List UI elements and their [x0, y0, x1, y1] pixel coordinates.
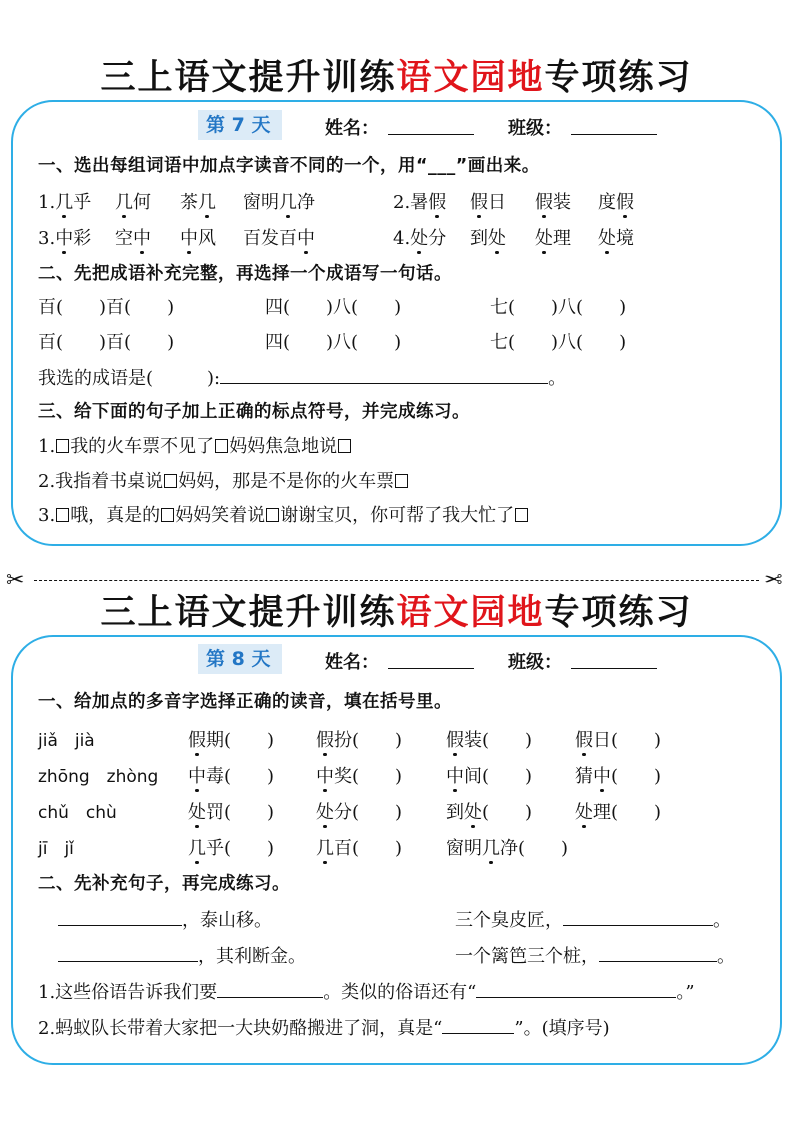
- question-text: 。”: [676, 982, 695, 1003]
- period: 。: [713, 910, 731, 931]
- answer-blank[interactable]: [217, 979, 323, 998]
- period: 。: [548, 368, 567, 389]
- polyphone-blank[interactable]: 处理( ): [575, 798, 661, 824]
- page-title-day8: [0, 585, 793, 635]
- question-2: [38, 1014, 610, 1040]
- idiom-blank[interactable]: 七( )八( ): [490, 297, 627, 318]
- idiom-blank[interactable]: 百( )百( ): [38, 332, 175, 353]
- polyphone-blank[interactable]: 中奖( ): [316, 762, 402, 788]
- word-item: 1.几乎: [38, 188, 91, 214]
- sentence-text: 哦，真是的: [70, 505, 161, 526]
- polyphone-blank[interactable]: 中毒( ): [188, 762, 274, 788]
- word-item: 到处: [470, 224, 506, 250]
- dotted-char: 处: [575, 798, 593, 824]
- polyphone-blank[interactable]: 假日( ): [575, 726, 661, 752]
- word-item: 茶几: [180, 188, 216, 214]
- dotted-char: 中: [446, 762, 464, 788]
- dotted-char: 处: [188, 798, 206, 824]
- sentence-text: 谢谢宝贝，你可帮了我大忙了: [280, 505, 515, 526]
- dotted-char: 几: [279, 188, 297, 214]
- pinyin-options: jiǎ jià: [38, 731, 95, 751]
- section-1-title: 一、选出每组词语中加点字读音不同的一个，用“___”画出来。: [38, 156, 540, 176]
- idiom-blank[interactable]: 七( )八( ): [490, 332, 627, 353]
- title-highlight: 语文园地: [396, 593, 545, 633]
- answer-blank[interactable]: [476, 979, 676, 998]
- section-2-title: 二、先补充句子，再完成练习。: [38, 874, 290, 894]
- period: 。: [717, 946, 735, 967]
- word-item: 3.中彩: [38, 224, 91, 250]
- dotted-char: 假: [616, 188, 634, 214]
- idiom-choice-label: 我选的成语是( ):: [38, 368, 221, 389]
- dotted-char: 处: [464, 798, 482, 824]
- word-item: 窗明几净: [243, 188, 315, 214]
- title-text: 三上语文提升训练: [100, 593, 397, 633]
- dotted-char: 假: [188, 726, 206, 752]
- sentence-text: 妈妈，那是不是你的火车票: [178, 471, 395, 492]
- proverb-1: [58, 906, 272, 932]
- proverb-3: [58, 942, 306, 968]
- word-item: 处理: [535, 224, 571, 250]
- dotted-char: 中: [188, 762, 206, 788]
- dotted-char: 处: [488, 224, 506, 250]
- dotted-char: 处: [316, 798, 334, 824]
- idiom-blank[interactable]: 四( )八( ): [265, 332, 402, 353]
- dotted-char: 假: [316, 726, 334, 752]
- proverb-2: [455, 906, 731, 932]
- punctuation-sentence-2: [38, 467, 409, 493]
- sentence-text: 妈妈焦急地说: [229, 436, 338, 457]
- word-item: 几何: [115, 188, 151, 214]
- title-text: 三上语文提升训练: [100, 58, 397, 98]
- dotted-char: 几: [115, 188, 133, 214]
- punctuation-box[interactable]: [215, 439, 228, 453]
- polyphone-blank[interactable]: 处罚( ): [188, 798, 274, 824]
- polyphone-blank[interactable]: 处分( ): [316, 798, 402, 824]
- word-item: 空中: [115, 224, 151, 250]
- polyphone-blank[interactable]: 窗明几净( ): [446, 834, 568, 860]
- title-text-end: 专项练习: [544, 58, 693, 98]
- polyphone-blank[interactable]: 到处( ): [446, 798, 532, 824]
- proverb-blank[interactable]: [599, 943, 717, 962]
- dotted-char: 中: [180, 224, 198, 250]
- dotted-char: 中: [297, 224, 315, 250]
- sentence-text: 2.我指着书桌说: [38, 471, 164, 492]
- polyphone-blank[interactable]: 中间( ): [446, 762, 532, 788]
- dotted-char: 几: [188, 834, 206, 860]
- section-3-title: 三、给下面的句子加上正确的标点符号，并完成练习。: [38, 402, 470, 422]
- dotted-char: 处: [410, 224, 428, 250]
- proverb-text: ，泰山移。: [182, 910, 272, 931]
- class-label: 班级：: [508, 652, 562, 673]
- proverb-text: 三个臭皮匠，: [455, 910, 563, 931]
- polyphone-blank[interactable]: 假扮( ): [316, 726, 402, 752]
- idiom-blank[interactable]: 百( )百( ): [38, 297, 175, 318]
- title-text-end: 专项练习: [544, 593, 693, 633]
- section-2-title: 二、先把成语补充完整，再选择一个成语写一句话。: [38, 264, 452, 284]
- item-number: 3.: [38, 505, 56, 526]
- scissors-icon: ✂: [764, 568, 783, 593]
- question-text: 1.这些俗语告诉我们要: [38, 982, 218, 1003]
- word-item: 处境: [598, 224, 634, 250]
- page-title-day7: [0, 50, 793, 100]
- scissors-icon: ✂: [6, 568, 25, 593]
- punctuation-box[interactable]: [338, 439, 351, 453]
- dotted-char: 处: [535, 224, 553, 250]
- sentence-blank[interactable]: [220, 365, 548, 384]
- question-text: ”。(填序号): [514, 1018, 610, 1039]
- punctuation-box[interactable]: [164, 474, 177, 488]
- dotted-char: 几: [198, 188, 216, 214]
- dotted-char: 假: [428, 188, 446, 214]
- word-item: 度假: [598, 188, 634, 214]
- dotted-char: 几: [482, 834, 500, 860]
- dotted-char: 处: [598, 224, 616, 250]
- name-field[interactable]: [388, 668, 474, 669]
- cut-line: [34, 580, 759, 581]
- idiom-blank[interactable]: 四( )八( ): [265, 297, 402, 318]
- class-field[interactable]: [571, 668, 657, 669]
- polyphone-blank[interactable]: 假期( ): [188, 726, 274, 752]
- name-label: 姓名：: [325, 652, 379, 673]
- polyphone-blank[interactable]: 几乎( ): [188, 834, 274, 860]
- item-number: 1.: [38, 436, 56, 457]
- punctuation-sentence-3: [38, 501, 529, 527]
- dotted-char: 假: [575, 726, 593, 752]
- polyphone-blank[interactable]: 猜中( ): [575, 762, 661, 788]
- punctuation-sentence-1: [38, 432, 352, 458]
- proverb-blank[interactable]: [58, 907, 182, 926]
- question-text: 2.蚂蚁队长带着大家把一大块奶酪搬进了洞，真是“: [38, 1018, 443, 1039]
- answer-blank[interactable]: [442, 1015, 514, 1034]
- dotted-char: 中: [316, 762, 334, 788]
- dotted-char: 中: [133, 224, 151, 250]
- punctuation-box[interactable]: [56, 439, 69, 453]
- punctuation-box[interactable]: [395, 474, 408, 488]
- word-item: 假装: [535, 188, 571, 214]
- word-item: 4.处分: [393, 224, 446, 250]
- proverb-text: 一个篱笆三个桩，: [455, 946, 599, 967]
- day-tag: 第 7 天: [198, 110, 282, 140]
- dotted-char: 几: [55, 188, 73, 214]
- idiom-choice-line: [38, 364, 566, 390]
- name-field[interactable]: [388, 134, 474, 135]
- polyphone-blank[interactable]: 假装( ): [446, 726, 532, 752]
- dotted-char: 中: [593, 762, 611, 788]
- question-1: [38, 978, 695, 1004]
- word-item: 假日: [470, 188, 506, 214]
- dotted-char: 假: [535, 188, 553, 214]
- question-text: 。类似的俗语还有“: [323, 982, 477, 1003]
- pinyin-options: chǔ chù: [38, 803, 117, 823]
- class-label: 班级：: [508, 118, 562, 139]
- proverb-blank[interactable]: [58, 943, 198, 962]
- punctuation-box[interactable]: [161, 508, 174, 522]
- proverb-4: [455, 942, 735, 968]
- pinyin-options: zhōng zhòng: [38, 767, 159, 787]
- word-item: 2.暑假: [393, 188, 446, 214]
- proverb-text: ，其利断金。: [198, 946, 306, 967]
- name-label: 姓名：: [325, 118, 379, 139]
- pinyin-options: jī jǐ: [38, 839, 74, 859]
- dotted-char: 假: [470, 188, 488, 214]
- proverb-blank[interactable]: [563, 907, 713, 926]
- polyphone-blank[interactable]: 几百( ): [316, 834, 402, 860]
- dotted-char: 几: [316, 834, 334, 860]
- punctuation-box[interactable]: [515, 508, 528, 522]
- section-1-title: 一、给加点的多音字选择正确的读音，填在括号里。: [38, 692, 452, 712]
- word-item: 中风: [180, 224, 216, 250]
- sentence-text: 妈妈笑着说: [175, 505, 266, 526]
- title-highlight: 语文园地: [396, 58, 545, 98]
- sentence-text: 我的火车票不见了: [70, 436, 215, 457]
- day-tag: 第 8 天: [198, 644, 282, 674]
- dotted-char: 中: [55, 224, 73, 250]
- class-field[interactable]: [571, 134, 657, 135]
- punctuation-box[interactable]: [266, 508, 279, 522]
- word-item: 百发百中: [243, 224, 315, 250]
- dotted-char: 假: [446, 726, 464, 752]
- punctuation-box[interactable]: [56, 508, 69, 522]
